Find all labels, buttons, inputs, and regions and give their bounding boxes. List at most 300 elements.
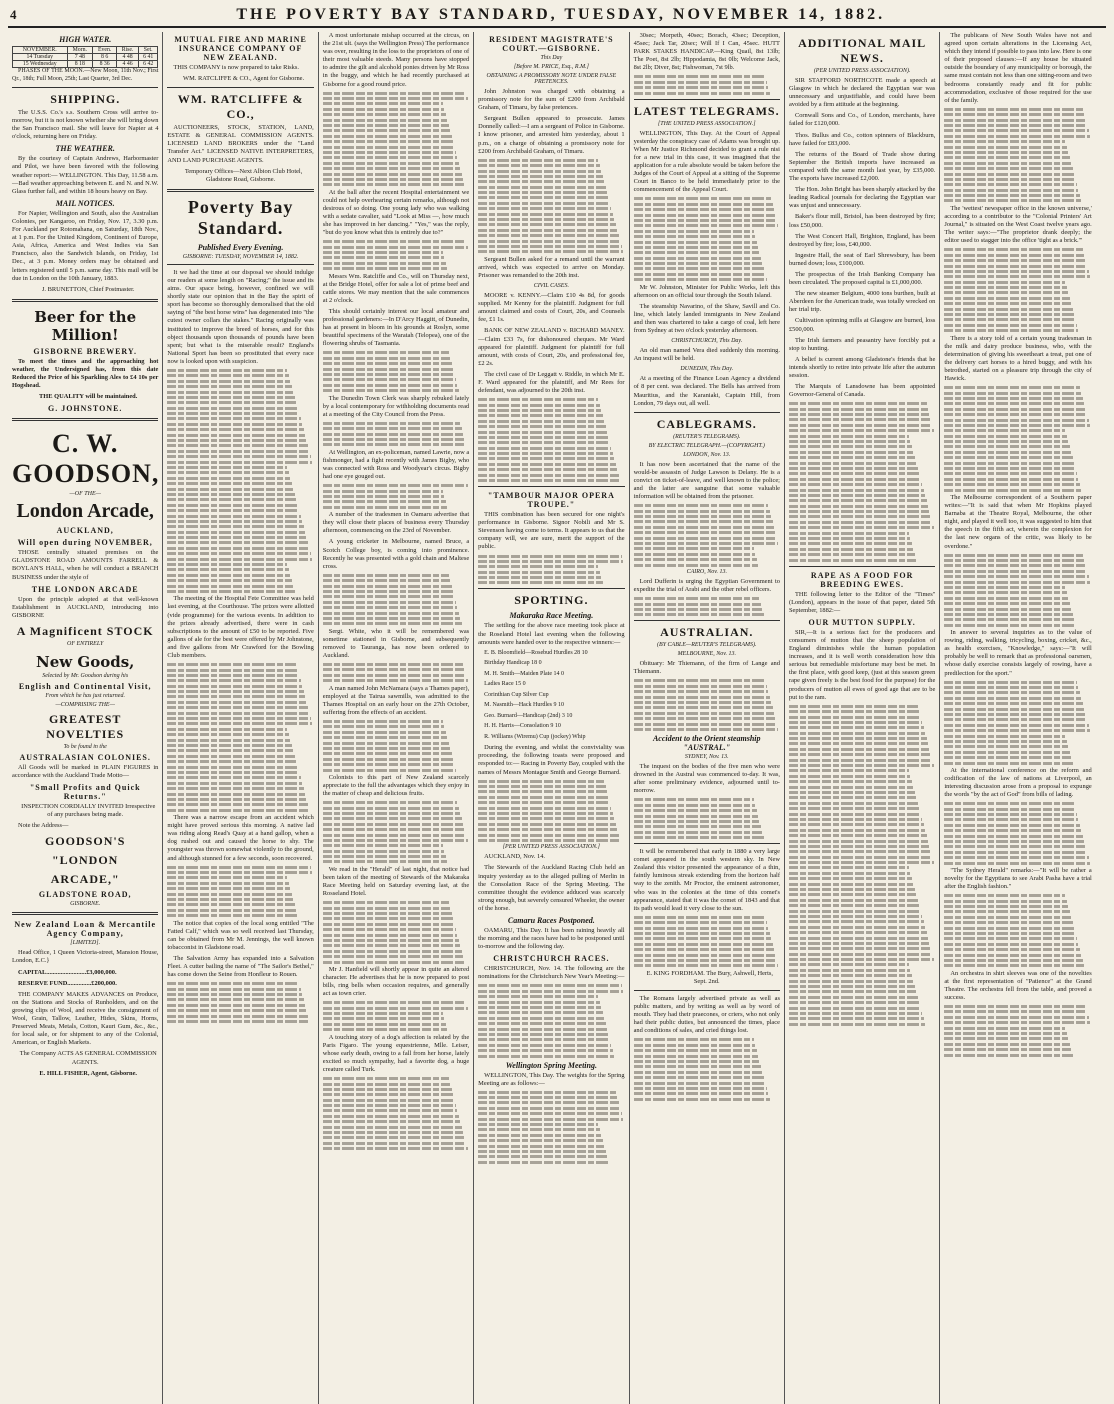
text-line [323,663,464,666]
text-line [323,351,449,354]
text-line [944,445,1069,448]
text-line [167,541,308,544]
text-line [634,1065,761,1068]
text-line [478,213,613,216]
text-line [789,510,930,513]
text-line [323,173,462,176]
additional-mail-sub: (PER UNITED PRESS ASSOCIATION). [813,68,911,74]
text-line [478,1155,607,1158]
divider [478,486,624,487]
text-line [167,766,297,769]
mail-news-item: A belief is current among Gladstone's friends that he intends shortly to retire into private life after the autumn session. [788,355,936,379]
text-line [944,124,1087,127]
text-line [634,230,754,233]
text-line [634,690,769,693]
text-line [478,1038,610,1041]
text-line [944,554,1083,557]
text-line [323,362,452,365]
cairo-text: Lord Dufferin is urging the Egyptian Government to expedite the trial of Arabi and the other rebel officers. [633,577,780,594]
divider [789,566,935,567]
cairo-title: CAIRO, Nov. 13. [686,568,727,575]
text-line [167,531,305,534]
text-line [323,246,468,249]
text-line [167,547,309,550]
text-line [323,1083,450,1086]
text-line [323,1104,456,1107]
makaraka-title: Makaraka Race Meeting. [509,611,594,621]
text-line [323,595,455,598]
text-line [634,1038,754,1041]
text-line [789,1017,924,1020]
text-line [944,408,1085,411]
text-line [167,803,308,806]
text-line [478,807,611,810]
text-line [944,845,1085,848]
text-line [167,739,290,742]
article: "The Sydney Herald" remarks:—"It will be rather a novelty for the Egyptians to see Arabi Pasha have a trial after the English fashion." [944,866,1092,891]
text-line [944,248,1083,251]
text-line [478,1101,619,1104]
article: The 'wettest' newspaper office in the known universe,' according to a contributor to the "Colonial Printers' Art Journal," is situated on the West Coast twelve years ago. The writer says:—"The proprietor drank deeply; the editor used to stagger into the office 'tight as a brick.'" [944,204,1092,245]
text-line [167,871,312,874]
text-line [167,744,291,747]
text-line [323,433,464,436]
table-row [13,54,158,61]
text-line [944,440,1068,443]
text-line [789,813,921,816]
text-line [167,401,296,404]
text-line [323,262,446,265]
text-line [478,1091,616,1094]
ratcliffe-agents: WM. RATCLIFFE & CO., Agent for Gisborne. [183,75,305,83]
text-line [944,894,1065,897]
article: We read in the "Herald" of last night, that notice had been taken of the meeting of Stewards of the Makaraka Race Meeting held on Saturday evening last, at the Rosseland Hotel. [322,865,470,898]
text-line [167,1015,308,1018]
melbourne-text: Obituary: Mr Thiemann, of the firm of Lange and Thiemann. [633,660,780,676]
text-line [634,219,777,222]
mail-news-item: The West Concert Hall, Brighton, England, has been destroyed by fire; loss, £40,000. [788,232,936,248]
accident-title: Accident to the Orient steamship "AUSTRAL." [652,733,761,752]
text-line [789,472,919,475]
text-line [634,203,773,206]
text-line [944,740,1066,743]
text-line [634,75,766,78]
gladstone-road: GLADSTONE ROAD, [38,890,132,900]
text-line [323,1120,461,1123]
mail-news-item: The returns of the Board of Trade show during September the British imports have increased as compared with the same month last year, by £35,000. The exports have increased £2,000. [788,150,936,183]
weather-text: By the courtesy of Captain Andrews, Harbormaster and Pilot, we have been favored with the following weather report:— WELLINGTON. This Day, 11.58 a.m.—Bad weather approaching between E. and N. and N.W. Glass further fall, and within 18 hours heavy on Bay. [12,155,159,195]
text-line [323,92,466,95]
divider [634,990,780,991]
text-line [167,444,308,447]
text-line [944,413,1087,416]
text-line [789,1023,925,1026]
text-line [944,586,1065,589]
article: The Melbourne correspondent of a Southern paper writes:—"It is said that when Mr Hopkins played Barnaba at the Theatre Royal, Melbourne, the other night, and played it well too, it was suggested to him that the speech in the fifth act, wherein the complexion for the last new organs of the critic, was likely to be overdone." [944,493,1092,550]
text-line [478,414,602,417]
mail-news-item: The prospectus of the Irish Banking Company has been circulated. The proposed capital is £1,000,000. [788,270,936,287]
text-line [789,1007,921,1010]
text-line [478,1123,598,1126]
text-line [323,839,468,842]
dunedin-title: DUNEDIN, This Day. [680,366,734,373]
mail-news-item: Ingestre Hall, the seat of Earl Shrewsbury, has been burned down; loss, £100,000. [788,251,936,267]
text-line [789,413,930,416]
text-line [478,823,616,826]
table-cell: 4 46 [117,61,139,68]
text-line [789,931,927,934]
text-line [634,1087,767,1090]
text-line [944,927,1074,930]
text-line [944,575,1088,578]
text-line [167,876,287,879]
text-line [944,718,1087,721]
text-line [167,380,290,383]
makaraka-text-2: During the evening, and whilst the conviviality was proceeding, the following toasts were proposed and responded to:— Racing in Poverty Bay, coupled with the names of Messrs Montague Smith and George Burnard. [478,744,625,776]
text-line [789,937,928,940]
selected-label: Selected by Mr. Goodson during his [42,672,129,679]
makaraka-result: R. Williams (Wiremu) Cup (jockey) Whip [484,733,586,740]
text-line [167,450,309,453]
text-line [167,782,302,785]
electric-label: BY ELECTRIC TELEGRAPH.—(COPYRIGHT.) [648,442,765,449]
rape-text: THE following letter to the Editor of the "Times" (London), appears in the issue of that paper, dated 5th September, 1882:— [788,590,936,614]
text-line [167,909,296,912]
text-line [789,883,913,886]
text-line [323,923,455,926]
text-line [323,844,443,847]
text-line [323,1028,447,1031]
auckland-label: AUCKLAND, [56,526,114,536]
text-line [478,571,600,574]
text-line [789,926,925,929]
text-line [323,183,465,186]
text-line [634,246,758,249]
text-line [634,262,763,265]
article: There is a story told of a certain young tradesman in the milk and dairy produce business, who, with the determination of giving his sweetheart a treat, put one of the delivery cart horses to a hired buggy, and with his betrothed, started on a pleasure trip through the city of Hawick. [944,334,1092,383]
letter-signed: E. KING FORDHAM. The Bury, Ashwell, Herts, Sept. 2nd. [646,969,773,985]
civil-text: The civil case of Dr Leggatt v. Riddle, in which Mr E. F. Ward appeared for the plaintiff, and Mr Rees for defendant, was adjourned to the 20th inst. [478,370,625,395]
inspection-text: INSPECTION CORDIALLY INVITED Irrespective of any purchases being made. [21,803,156,819]
text-line [634,820,760,823]
wellington-spring-title: Wellington Spring Meeting. [505,1060,597,1070]
text-line [478,1150,605,1153]
article: Sergt. White, who it will be remembered was sometime stationed in Gisborne, and subsequently removed to Tauranga, has now been ordered to Auckland. [322,627,470,659]
text-line [789,840,928,843]
capital-line: CAPITAL.........................£3,000,000. [18,968,117,976]
divider [634,620,780,621]
article: In answer to several inquiries as to the value of rowing, riding, walking, tricycling, boxing, cricket, &c., as health exercises, "Knowledge," says:—"It will probably be well to remark that as professional oarsmen, whose daily exercise consists largely of rowing, have a predilection for the sport." [944,629,1092,677]
civil-text: MOORE v. KENNY.—Claim £10 4s 8d, for goods supplied. Mr Kenny for the plaintiff. Judgment for full amount claimed and costs of Court, 20s, and Counsels fee, £1 1s. [478,292,625,324]
text-line [167,509,299,512]
text-line [167,685,302,688]
text-line [167,536,306,539]
text-line [944,419,1088,422]
text-line [323,955,464,958]
text-line [323,828,465,831]
text-line [478,223,616,226]
table-cell: 15 Wednesday [13,61,68,68]
ratcliffe-office: Temporary Offices—Next Albion Club Hotel, Gladstone Road, Gisborne. [184,167,303,183]
text-line [323,484,468,487]
text-line [789,877,912,880]
text-line [634,553,756,556]
text-line [944,581,1090,584]
text-line [323,1136,465,1139]
head-office: Head Office, 1 Queen Victoria-street, Mansion House, London, E.C.} [12,949,159,965]
text-line [634,916,766,919]
reserve-line: RESERVE FUND...............£200,000. [18,979,117,987]
text-line [789,780,912,783]
article: Colonists to this part of New Zealand scarcely appreciate to the full the advantages which they enjoy in the matter of cheap and delicious fruits. [322,773,470,798]
text-line [167,712,309,715]
text-line [323,812,461,815]
text-line [478,234,619,237]
text-line [944,167,1072,170]
divider [167,87,313,88]
text-line [634,603,761,606]
text-line [944,259,1085,262]
text-line [789,920,924,923]
columns [8,32,1106,1404]
text-line [944,173,1074,176]
text-line [167,423,302,426]
text-line [944,291,1068,294]
article: The notice that copies of the local song entitled "The Fatted Calf," which was so well received last Thursday, can be obtained from Mr M. Jennings, the well known tobacconist in Gladstone road. [167,919,314,951]
text-line [789,521,932,524]
text-line [478,447,611,450]
text-line [167,1020,309,1023]
divider [634,843,780,844]
text-line [944,802,1074,805]
text-line [789,958,934,961]
divider [12,299,158,302]
tides-header: Rise. [117,47,139,54]
column-6 [785,32,940,1404]
text-line [323,742,449,745]
text-line [323,855,446,858]
text-line [789,899,918,902]
court-text: John Johnston was charged with obtaining a promissory note for the sum of £200 from Archibald Graham, of Timaru, by false pretences. [478,88,625,112]
text-line [789,440,911,443]
makaraka-result: Ladies Race 15 0 [484,681,526,688]
text-line [323,944,461,947]
text-line [944,281,1065,284]
text-line [478,785,605,788]
text-line [944,943,1078,946]
text-line [478,398,598,401]
text-line [323,368,453,371]
text-line [167,498,296,501]
text-line [323,256,445,259]
text-line [478,196,608,199]
text-line [789,893,916,896]
text-line [944,829,1081,832]
text-line [323,1017,445,1020]
text-line [944,146,1066,149]
text-line [944,591,1066,594]
text-line [478,1096,617,1099]
mail-news-item: The Hon. John Bright has been sharply attacked by the leading Radical journals for declaring the Egyptian war was unjust and unnecessary. [788,186,936,210]
text-line [789,856,932,859]
nz-loan-title: New Zealand Loan & Mercantile Agency Company, [14,920,157,939]
text-line [789,526,934,529]
text-line [478,1001,600,1004]
ratcliffe-title: WM. RATCLIFFE & CO., [177,92,304,122]
text-line [167,695,305,698]
cablegrams-title: CABLEGRAMS. [656,416,757,431]
text-line [944,189,1078,192]
text-line [944,1048,1071,1051]
loan-signed: E. HILL FISHER, Agent, Gisborne. [39,1069,138,1077]
text-line [944,900,1066,903]
tambour-title: "TAMBOUR MAJOR OPERA TROUPE." [487,491,615,510]
latest-telegrams-title: LATEST TELEGRAMS. [633,103,780,118]
text-line [634,932,770,935]
text-line [944,451,1071,454]
text-line [944,462,1074,465]
text-line [478,812,613,815]
makaraka-text: The settling for the above race meeting took place at the Roseland Hotel last evening when the following amounts were handed over to the respective winners:— [478,622,625,646]
text-line [323,1109,458,1112]
text-line [789,823,924,826]
text-line [167,898,293,901]
court-day: This Day [540,55,563,61]
text-line [944,840,1084,843]
text-line [167,893,291,896]
text-line [478,175,602,178]
text-line [634,558,757,561]
text-line [478,780,604,783]
text-line [944,735,1065,738]
text-line [944,1010,1087,1013]
text-line [478,463,616,466]
text-line [944,265,1087,268]
text-line [634,798,754,801]
text-line [944,254,1084,257]
text-line [944,697,1081,700]
text-line [789,829,925,832]
text-line [167,417,300,420]
sporting-title: SPORTING. [514,593,589,608]
new-goods: New Goods, [36,652,135,671]
text-line [789,974,912,977]
text-line [323,506,447,509]
text-line [167,568,289,571]
tides-header: Even. [93,47,117,54]
text-line [789,910,921,913]
text-line [323,1077,449,1080]
text-line [944,140,1065,143]
beer-text: To meet the times and the approaching hot weather, the Undersigned has, from this date Reduced the Price of his Sparkling Ales to £4 10s per Hogshead. [12,357,159,390]
divider [167,264,313,265]
text-line [789,990,916,993]
text-line [323,731,446,734]
text-line [167,701,306,704]
text-line [323,747,450,750]
text-line [944,318,1075,321]
text-line [634,1092,769,1095]
text-line [634,504,769,507]
text-line [478,218,614,221]
australian-title: AUSTRALIAN. [660,625,754,640]
article: At Wellington, an ex-policeman, named Lawrie, now a fishmonger, had a fight recently with James Bigby, who was connected with Ross and Woodyear's circus. Bigby had one eye gouged out. [322,448,470,481]
text-line [478,452,613,455]
tides-header: NOVEMBER. [13,47,68,54]
text-line [323,1142,466,1145]
text-line [634,597,760,600]
text-line [478,834,619,837]
text-line [789,732,925,735]
text-line [634,836,764,839]
text-line [167,391,293,394]
text-line [634,537,777,540]
page-number: 4 [10,7,18,22]
of-the: —OF THE— [69,491,101,498]
court-title: RESIDENT MAGISTRATE'S COURT.—GISBORNE. [489,35,614,53]
magnificent-stock: A Magnificent STOCK [16,623,154,638]
text-line [478,468,617,471]
text-line [478,180,604,183]
text-line [167,461,312,464]
sydney-text: The inquest on the bodies of the five men who were drowned in the Austral was commenced to-day. It was, after some preliminary evidence, adjourned until to-morrow. [633,762,780,795]
text-line [944,597,1068,600]
text-line [167,679,300,682]
article: There was a narrow escape from an accident which might have proved serious this morning. A native lad was riding along Read's Quay at a hand gallop, when a dog rushed out and caused the horse to shy. The youngster was thrown somewhat violently to the ground, and although stunned for a few seconds, soon recovered. [167,814,314,862]
melbourne-title: MELBOURNE, Nov. 13. [677,651,736,658]
text-line [478,1107,620,1110]
mail-signed: J. BRUNETTON, Chief Postmaster. [41,285,135,293]
figures-text: All Goods will be marked in PLAIN FIGURES in accordance with the Auckland Trade Motto— [12,763,159,779]
article: An orchestra in shirt sleeves was one of the novelties at the first representation of "Patience" at the Grand Theatre. The orchestra fell from the table, and proved a success. [944,969,1092,1001]
text-line [167,407,297,410]
text-line [167,515,300,518]
text-line [634,92,770,95]
text-line [323,807,459,810]
text-line [323,601,456,604]
text-line [789,559,916,562]
text-line [323,1093,453,1096]
text-line [323,939,459,942]
mail-news-item: Cornwall Sons and Co., of London, merchants, have failed for £120,000. [788,112,936,128]
article: The meeting of the Hospital Fete Committee was held last evening, at the Courthouse. The prizes were allotted (vide programme) for the various events. In addition to the prizes already advertised, there were in cash subscriptions to the amount of £50 to be reported. Five gallons of ale for the best were offered by Mr Johnstone, and five gallons from Mr Crawford for the Bowling Club members. [167,595,314,660]
text-line [323,612,459,615]
text-line [944,286,1066,289]
text-line [944,1027,1065,1030]
text-line [323,427,462,430]
text-line [789,716,921,719]
text-line [789,759,932,762]
text-line [634,278,767,281]
text-line [634,717,776,720]
press-assoc: [PER UNITED PRESS ASSOCIATION.] [502,844,601,851]
london-text: It has now been ascertained that the name of the would-be assassin of Judge Lawson is Delany. He is a convict on ticket-of-leave, and well known to the police; and the latter are sanguine that some valuable information will be obtained from the prisoner. [633,460,780,501]
text-line [323,752,452,755]
mail-notices-title: MAIL NOTICES. [55,198,115,208]
text-line [323,917,453,920]
text-line [944,751,1069,754]
article: A most unfortunate mishap occurred at the circus, on the 21st ult. (says the Wellington Press) The performance was over, resulting in the loss to the proprietors of one of their most valuable steeds. Many persons have stopped to admire the gilt and alcohold ponies driven by Mr Ross in the buggy, and which he had recently purchased at Gisborne for a good round price. [322,32,470,88]
text-line [478,1161,608,1164]
text-line [478,1028,607,1031]
camaru-title: Camaru Races Postponed. [507,915,595,925]
text-line [167,866,310,869]
text-line [634,267,764,270]
arcade-label: ARCADE," [50,872,120,887]
text-line [634,723,777,726]
text-line [323,720,443,723]
text-line [634,1098,770,1101]
